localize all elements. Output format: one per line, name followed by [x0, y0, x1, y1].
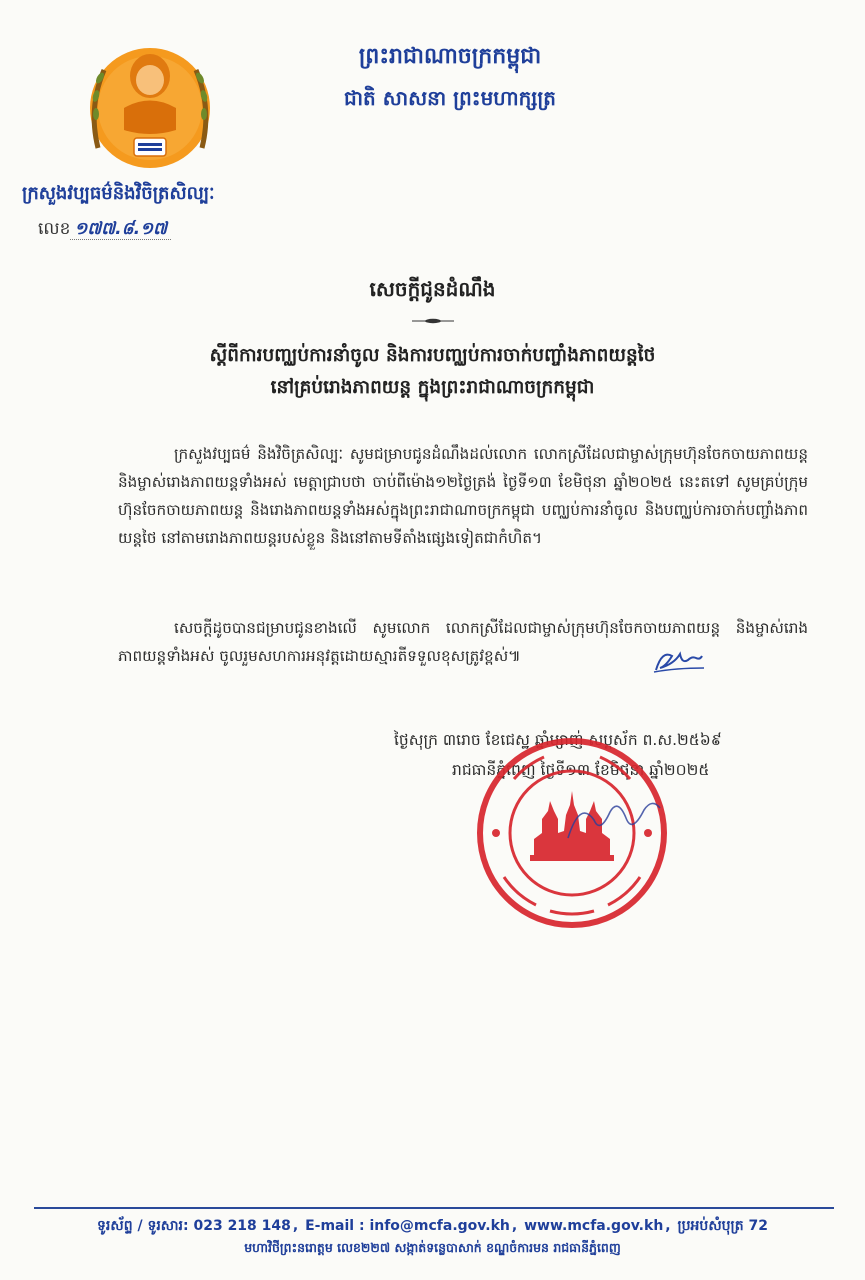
- footer-contact-line: ទូរស័ព្ទ / ទូរសារ: 023 218 148 , E-mail : info@mcfa.gov.kh , www.mcfa.gov.kh , ប្រអប់សំបុត្រ 72: [97, 1218, 768, 1234]
- divider-ornament: [412, 318, 454, 324]
- ministry-name: ក្រសួងវប្បធម៌និងវិចិត្រសិល្បៈ: [22, 183, 215, 204]
- footer-email[interactable]: E-mail : info@mcfa.gov.kh: [305, 1218, 510, 1234]
- national-motto: ជាតិ សាសនា ព្រះមហាក្សត្រ: [344, 86, 556, 110]
- footer-website[interactable]: www.mcfa.gov.kh: [524, 1218, 664, 1234]
- initial-mark: [652, 646, 706, 676]
- reference-label: លេខ: [38, 219, 71, 239]
- footer-phone-label: ទូរស័ព្ទ / ទូរសារ:: [97, 1218, 189, 1234]
- reference-value: ១៧៧.៨.១៧: [70, 219, 171, 240]
- kingdom-title: ព្រះរាជាណាចក្រកម្ពុជា: [358, 44, 542, 69]
- lunar-date: ថ្ងៃសុក្រ ៣រោច ខែជេស្ឋ ឆ្នាំម្សាញ់ សប្តស័ក ព.ស.២៥៦៩: [394, 731, 722, 749]
- reference-number: [38, 218, 171, 243]
- body-paragraph-1: ក្រសួងវប្បធម៌ និងវិចិត្រសិល្បៈ សូមជម្រាបជូនដំណឹងដល់លោក លោកស្រីដែលជាម្ចាស់ក្រុមហ៊ុនចែកចាយភាពយន្ត និងម្ចាស់រោងភាពយន្តទាំងអស់ មេត្តាជ្រាបថា ចាប់ពីម៉ោង១២ថ្ងៃត្រង់ ថ្ងៃទី១៣ ខែមិថុនា ឆ្នាំ២០២៥ នេះតទៅ សូមគ្រប់ក្រុមហ៊ុនចែកចាយភាពយន្ត និងរោងភាពយន្តទាំងអស់ក្នុងព្រះរាជាណាចក្រកម្ពុជា បញ្ឈប់ការនាំចូល និងបញ្ឈប់ការចាក់បញ្ចាំងភាពយន្តថៃ នៅតាមរោងភាពយន្តរបស់ខ្លួន និងនៅតាមទីតាំងផ្សេងទៀតជាកំហិត។: [118, 445, 808, 547]
- notice-title: សេចក្ដីជូនដំណឹង: [369, 277, 496, 301]
- footer-address: មហាវិថីព្រះនរោត្តម លេខ២២៧ សង្កាត់ទន្លេបាសាក់ ខណ្ឌចំការមន រាជធានីភ្នំពេញ: [244, 1240, 621, 1255]
- footer-pobox: ប្រអប់សំបុត្រ 72: [677, 1218, 768, 1234]
- solar-date: រាជធានីភ្នំពេញ ថ្ងៃទី១៣ ខែមិថុនា ឆ្នាំ២០២៥: [452, 761, 710, 779]
- signature: [560, 790, 670, 860]
- body-paragraph-2: សេចក្ដីដូចបានជម្រាបជូនខាងលើ សូមលោក លោកស្រីដែលជាម្ចាស់ក្រុមហ៊ុនចែកចាយភាពយន្ត និងម្ចាស់រោងភាពយន្តទាំងអស់ ចូលរួមសហការអនុវត្តដោយស្មារតីទទួលខុសត្រូវខ្ពស់៕: [118, 619, 808, 665]
- footer-divider: [34, 1207, 834, 1209]
- subject-line-1: ស្ដីពីការបញ្ឈប់ការនាំចូល និងការបញ្ឈប់ការចាក់បញ្ចាំងភាពយន្តថៃ: [209, 345, 656, 366]
- ministry-logo: [84, 38, 216, 176]
- subject-line-2: នៅគ្រប់រោងភាពយន្ត ក្នុងព្រះរាជាណាចក្រកម្ពុជា: [270, 377, 595, 398]
- footer-phone: 023 218 148: [193, 1218, 291, 1234]
